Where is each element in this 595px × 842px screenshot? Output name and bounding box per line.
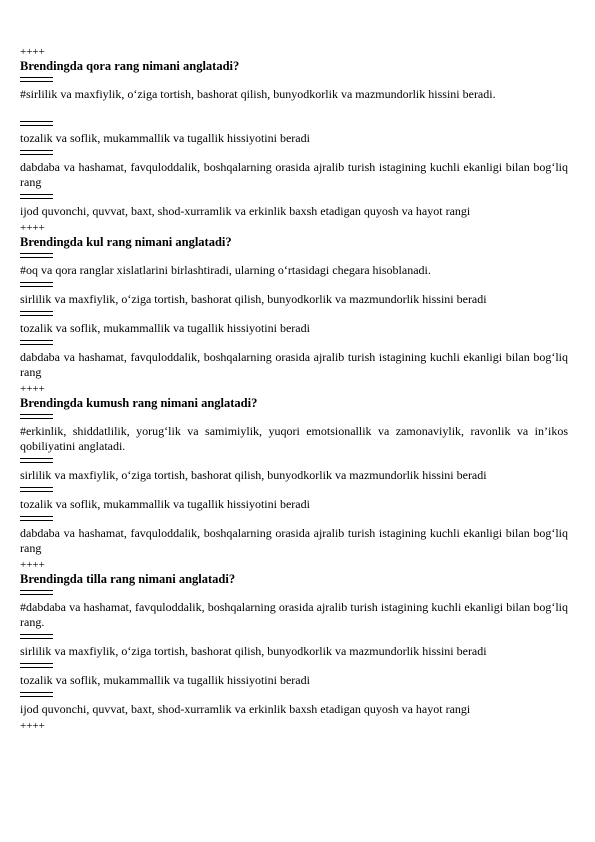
answer-separator bbox=[20, 590, 53, 595]
answer-option: sirlilik va maxfiylik, o‘ziga tortish, bashorat qilish, bunyodkorlik va mazmundorlik hissini beradi bbox=[20, 468, 487, 482]
answer-separator bbox=[20, 634, 53, 639]
answer-separator bbox=[20, 487, 53, 492]
answer-option: #dabdaba va hashamat, favquloddalik, boshqalarning orasida ajralib turish istagining kuchli ekanligi bilan bog‘liq rang. bbox=[20, 600, 568, 629]
question-title: Brendingda kumush rang nimani anglatadi? bbox=[20, 396, 258, 410]
answer-option: dabdaba va hashamat, favquloddalik, boshqalarning orasida ajralib turish istagining kuchli ekanligi bilan bog‘liq rang bbox=[20, 350, 568, 379]
plus-marker: ++++ bbox=[20, 46, 45, 58]
answer-separator bbox=[20, 414, 53, 419]
answer-option: #sirlilik va maxfiylik, o‘ziga tortish, bashorat qilish, bunyodkorlik va mazmundorlik hissini beradi. bbox=[20, 87, 496, 101]
question-title: Brendingda kul rang nimani anglatadi? bbox=[20, 235, 232, 249]
answer-separator bbox=[20, 150, 53, 155]
answer-separator bbox=[20, 516, 53, 521]
document-page bbox=[20, 47, 568, 732]
answer-option: tozalik va soflik, mukammallik va tugallik hissiyotini beradi bbox=[20, 321, 310, 335]
plus-marker: ++++ bbox=[20, 559, 45, 571]
answer-option: dabdaba va hashamat, favquloddalik, boshqalarning orasida ajralib turish istagining kuchli ekanligi bilan bog‘liq rang bbox=[20, 160, 568, 189]
question-title: Brendingda tilla rang nimani anglatadi? bbox=[20, 572, 236, 586]
answer-option: sirlilik va maxfiylik, o‘ziga tortish, bashorat qilish, bunyodkorlik va mazmundorlik hissini beradi bbox=[20, 644, 487, 658]
answer-option: tozalik va soflik, mukammallik va tugallik hissiyotini beradi bbox=[20, 131, 310, 145]
answer-separator bbox=[20, 663, 53, 668]
answer-separator bbox=[20, 340, 53, 345]
answer-separator bbox=[20, 194, 53, 199]
plus-marker: ++++ bbox=[20, 383, 45, 395]
answer-separator bbox=[20, 692, 53, 697]
answer-option: ijod quvonchi, quvvat, baxt, shod-xurramlik va erkinlik baxsh etadigan quyosh va hayot rangi bbox=[20, 204, 471, 218]
question-title: Brendingda qora rang nimani anglatadi? bbox=[20, 59, 240, 73]
answer-option: sirlilik va maxfiylik, o‘ziga tortish, bashorat qilish, bunyodkorlik va mazmundorlik hissini beradi bbox=[20, 292, 487, 306]
answer-separator bbox=[20, 77, 53, 82]
answer-separator bbox=[20, 253, 53, 258]
answer-separator bbox=[20, 121, 53, 126]
plus-marker: ++++ bbox=[20, 720, 45, 732]
plus-marker: ++++ bbox=[20, 222, 45, 234]
answer-option: dabdaba va hashamat, favquloddalik, boshqalarning orasida ajralib turish istagining kuchli ekanligi bilan bog‘liq rang bbox=[20, 526, 568, 555]
answer-option: tozalik va soflik, mukammallik va tugallik hissiyotini beradi bbox=[20, 673, 310, 687]
answer-option: ijod quvonchi, quvvat, baxt, shod-xurramlik va erkinlik baxsh etadigan quyosh va hayot rangi bbox=[20, 702, 471, 716]
answer-option: #erkinlik, shiddatlilik, yorug‘lik va samimiylik, yuqori emotsionallik va zamonaviylik, ravonlik va in’ikos qobiliyatini anglatadi. bbox=[20, 424, 568, 453]
answer-option: tozalik va soflik, mukammallik va tugallik hissiyotini beradi bbox=[20, 497, 310, 511]
answer-separator bbox=[20, 458, 53, 463]
answer-separator bbox=[20, 311, 53, 316]
answer-option: #oq va qora ranglar xislatlarini birlashtiradi, ularning o‘rtasidagi chegara hisoblanadi. bbox=[20, 263, 431, 277]
answer-separator bbox=[20, 282, 53, 287]
